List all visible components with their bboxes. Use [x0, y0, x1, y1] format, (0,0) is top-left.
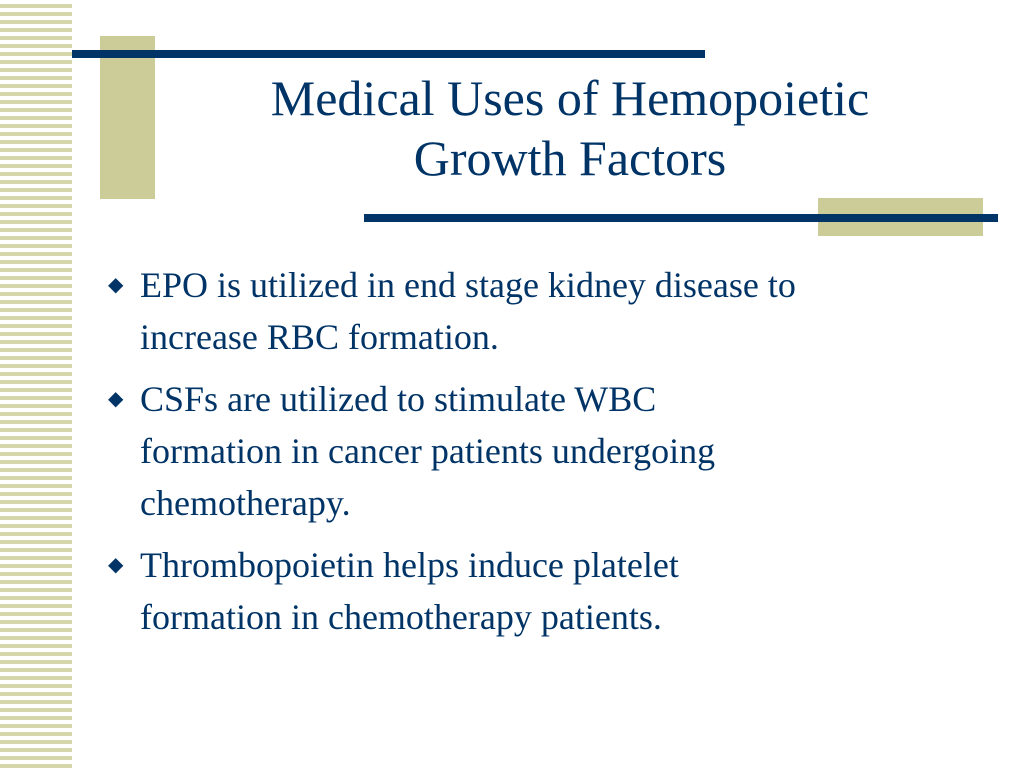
left-stripe-decoration — [0, 0, 72, 768]
bullet-text-line: CSFs are utilized to stimulate WBC — [140, 379, 657, 419]
bullet-text-line: formation in cancer patients undergoing — [140, 431, 716, 471]
bullet-item-epo — [104, 259, 984, 363]
top-accent-block — [100, 36, 155, 199]
bullet-text-line: formation in chemotherapy patients. — [140, 597, 662, 637]
diamond-bullet-icon: ◆ — [108, 554, 124, 576]
bullet-list — [104, 259, 984, 653]
title-line-1: Medical Uses of Hemopoietic — [270, 70, 870, 126]
bullet-text-line: chemotherapy. — [140, 483, 351, 523]
bullet-text-line: increase RBC formation. — [140, 317, 499, 357]
bullet-text-line: Thrombopoietin helps induce platelet — [140, 545, 679, 585]
bullet-item-thrombopoietin — [104, 539, 984, 643]
bullet-text-line: EPO is utilized in end stage kidney disease to — [140, 265, 796, 305]
diamond-bullet-icon: ◆ — [108, 274, 124, 296]
diamond-bullet-icon: ◆ — [108, 388, 124, 410]
slide-title — [170, 68, 970, 188]
bottom-title-rule — [364, 214, 998, 222]
title-line-2: Growth Factors — [413, 130, 727, 186]
bullet-item-csfs — [104, 373, 984, 529]
top-title-rule — [72, 50, 705, 58]
